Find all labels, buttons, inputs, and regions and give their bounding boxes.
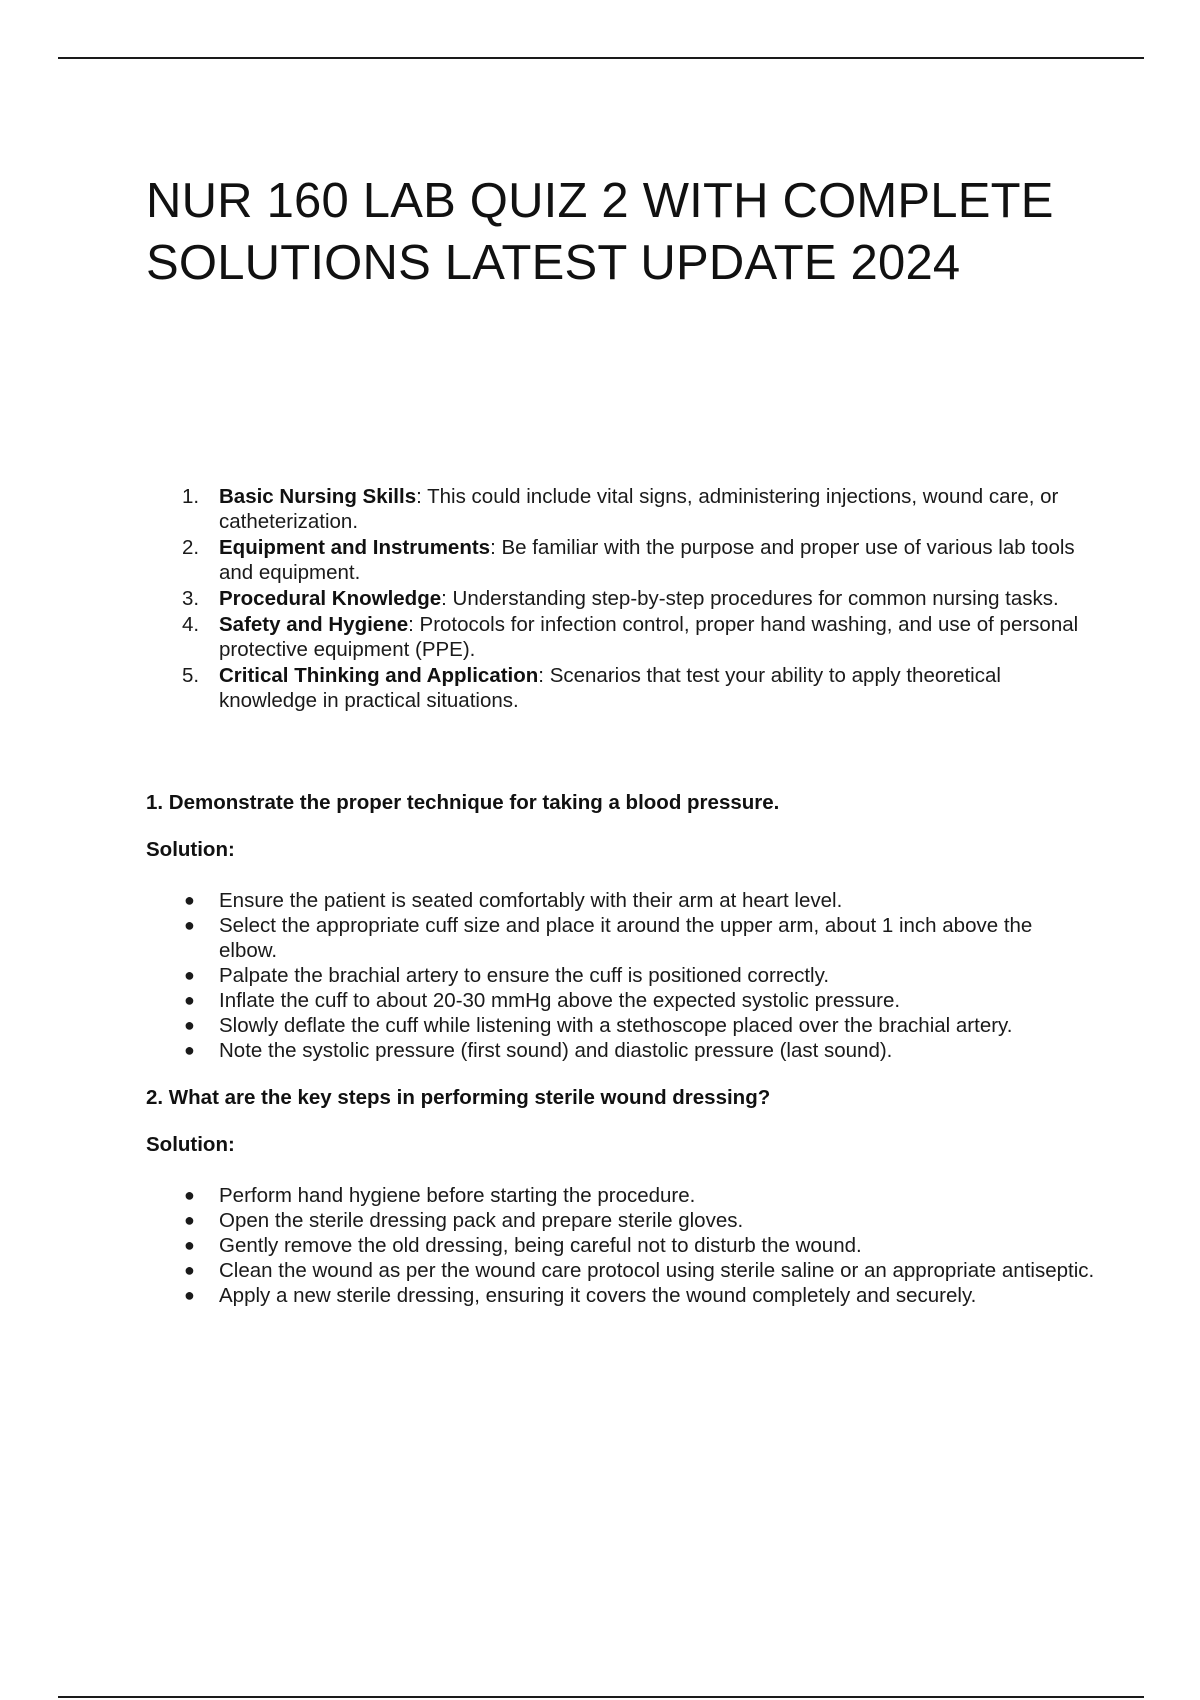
solution-step — [146, 963, 1096, 988]
topic-description: : This could include vital signs, administering injections, wound care, or catheterization. — [219, 485, 1059, 533]
step-text: Select the appropriate cuff size and place it around the upper arm, about 1 inch above the elbow. — [219, 914, 1033, 962]
question-heading: 2. What are the key steps in performing sterile wound dressing? — [146, 1086, 771, 1109]
solution-step — [146, 1208, 1096, 1233]
topic-description: : Understanding step-by-step procedures for common nursing tasks. — [441, 587, 1059, 610]
topic-description: : Protocols for infection control, proper hand washing, and use of personal protective equipment (PPE). — [219, 613, 1079, 661]
solution-step — [146, 913, 1096, 963]
solution-step — [146, 1183, 1096, 1208]
bullet-icon: ● — [184, 915, 195, 935]
solution-step — [146, 1258, 1096, 1283]
topics-list — [146, 484, 1096, 713]
solution-step — [146, 1283, 1096, 1308]
bullet-icon: ● — [184, 1285, 195, 1305]
topic-number: 3. — [182, 587, 200, 610]
topic-number: 1. — [182, 485, 200, 508]
step-text: Palpate the brachial artery to ensure the cuff is positioned correctly. — [219, 964, 830, 987]
topic-item — [146, 586, 1096, 611]
bullet-icon: ● — [184, 965, 195, 985]
solution-steps-list — [146, 888, 1096, 1063]
topic-number: 2. — [182, 536, 200, 559]
topic-description: : Be familiar with the purpose and proper use of various lab tools and equipment. — [219, 536, 1075, 584]
topic-number: 4. — [182, 613, 200, 636]
solution-step — [146, 1013, 1096, 1038]
bullet-icon: ● — [184, 1235, 195, 1255]
solution-steps-list — [146, 1183, 1096, 1308]
topic-term: Critical Thinking and Application — [219, 664, 539, 687]
bullet-icon: ● — [184, 1040, 195, 1060]
step-text: Open the sterile dressing pack and prepare sterile gloves. — [219, 1209, 744, 1232]
solution-step — [146, 1233, 1096, 1258]
topic-number: 5. — [182, 664, 200, 687]
bullet-icon: ● — [184, 1185, 195, 1205]
topic-item — [146, 484, 1096, 534]
topic-term: Basic Nursing Skills — [219, 485, 417, 508]
solution-step — [146, 988, 1096, 1013]
topic-term: Procedural Knowledge — [219, 587, 442, 610]
bullet-icon: ● — [184, 1260, 195, 1280]
topic-item — [146, 663, 1096, 713]
question-heading: 1. Demonstrate the proper technique for taking a blood pressure. — [146, 791, 780, 814]
solution-step — [146, 888, 1096, 913]
footer-rule — [58, 1696, 1144, 1698]
solution-label: Solution: — [146, 838, 235, 861]
bullet-icon: ● — [184, 890, 195, 910]
topic-term: Safety and Hygiene — [219, 613, 409, 636]
step-text: Ensure the patient is seated comfortably with their arm at heart level. — [219, 889, 843, 912]
step-text: Clean the wound as per the wound care protocol using sterile saline or an appropriate antiseptic. — [219, 1259, 1095, 1282]
solution-step — [146, 1038, 1096, 1063]
topic-term: Equipment and Instruments — [219, 536, 491, 559]
step-text: Apply a new sterile dressing, ensuring it covers the wound completely and securely. — [219, 1284, 977, 1307]
topic-item — [146, 612, 1096, 662]
document-title: NUR 160 LAB QUIZ 2 WITH COMPLETE SOLUTIONS LATEST UPDATE 2024 — [146, 174, 1054, 290]
step-text: Gently remove the old dressing, being careful not to disturb the wound. — [219, 1234, 862, 1257]
solution-label: Solution: — [146, 1133, 235, 1156]
header-rule — [58, 57, 1144, 59]
step-text: Perform hand hygiene before starting the procedure. — [219, 1184, 696, 1207]
step-text: Note the systolic pressure (first sound) and diastolic pressure (last sound). — [219, 1039, 893, 1062]
document-body — [146, 170, 1096, 1308]
bullet-icon: ● — [184, 990, 195, 1010]
bullet-icon: ● — [184, 1015, 195, 1035]
topic-item — [146, 535, 1096, 585]
step-text: Inflate the cuff to about 20-30 mmHg above the expected systolic pressure. — [219, 989, 901, 1012]
bullet-icon: ● — [184, 1210, 195, 1230]
topic-description: : Scenarios that test your ability to apply theoretical knowledge in practical situations. — [219, 664, 1001, 712]
step-text: Slowly deflate the cuff while listening with a stethoscope placed over the brachial artery. — [219, 1014, 1013, 1037]
